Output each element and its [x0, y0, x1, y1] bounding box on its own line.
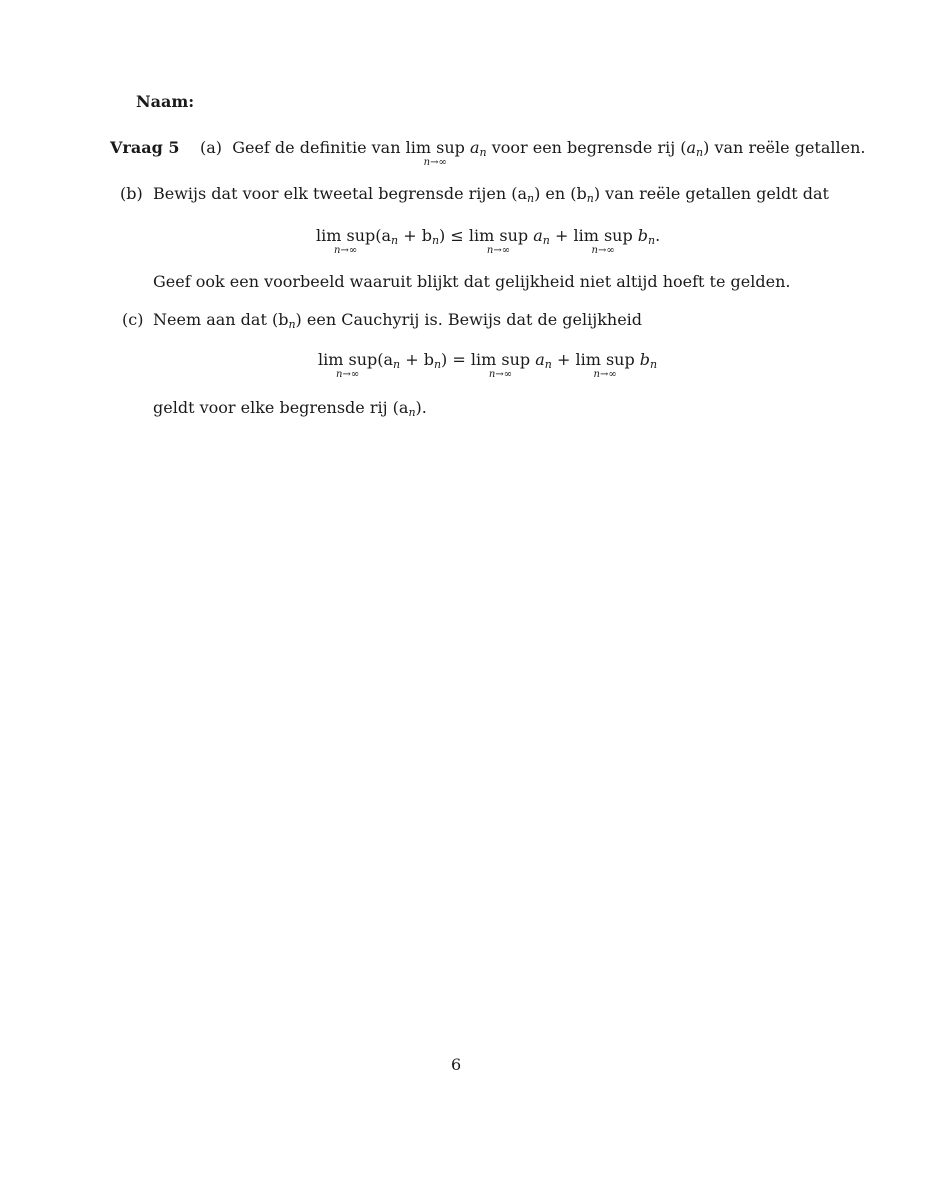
part-c-label: (c) [122, 310, 144, 329]
formula-b-limsup-2: lim sup n→∞ [468, 226, 529, 256]
name-label: Naam: [136, 92, 195, 111]
part-a-seq-sub: n [696, 146, 704, 159]
part-c-formula: lim sup n→∞ $(a_n + b_n) = \lim$ sup n→∞ $a_n + \lim$ sup n→∞ $b_n$ [318, 350, 658, 380]
question-label: Vraag 5 [110, 138, 180, 157]
formula-b-limsup-3: lim sup n→∞ [573, 226, 633, 256]
part-a [200, 138, 866, 168]
formula-c-limsup-1: lim sup n→∞ [318, 350, 378, 380]
part-a-var: a [469, 138, 480, 157]
part-c-line1: Neem aan dat $(b_n)$ een Cauchyrij is. Bewijs dat de gelijkheid [153, 310, 643, 331]
part-a-text-after: voor een begrensde rij ( [491, 138, 687, 157]
formula-c-limsup-2: lim sup n→∞ [470, 350, 531, 380]
part-a-text-before: Geef de definitie van [232, 138, 401, 157]
part-b-formula: lim sup n→∞ $(a_n + b_n) \le \lim$ sup n→∞ $a_n + \lim$ sup n→∞ $b_n$. [316, 226, 661, 256]
part-b-line2: Geef ook een voorbeeld waaruit blijkt dat gelijkheid niet altijd hoeft te gelden. [153, 272, 791, 291]
page-number: 6 [451, 1055, 462, 1074]
part-b-line1: Bewijs dat voor elk tweetal begrensde rijen $(a_n)$ en $(b_n)$ van reële getallen geldt dat [153, 184, 829, 205]
part-c-line2: geldt voor elke begrensde rij $(a_n)$. [153, 398, 427, 419]
part-a-text-end: ) van reële getallen. [703, 138, 866, 157]
part-a-seq-var: a [686, 138, 697, 157]
formula-c-limsup-3: lim sup n→∞ [575, 350, 635, 380]
part-a-limsup: lim sup n→∞ [405, 138, 465, 168]
part-a-label: (a) [200, 138, 223, 157]
formula-b-limsup-1: lim sup n→∞ [316, 226, 376, 256]
part-a-sub: n [479, 146, 487, 159]
part-a-limsup-subscript: n→∞ [423, 157, 447, 168]
part-b-label: (b) [120, 184, 143, 203]
